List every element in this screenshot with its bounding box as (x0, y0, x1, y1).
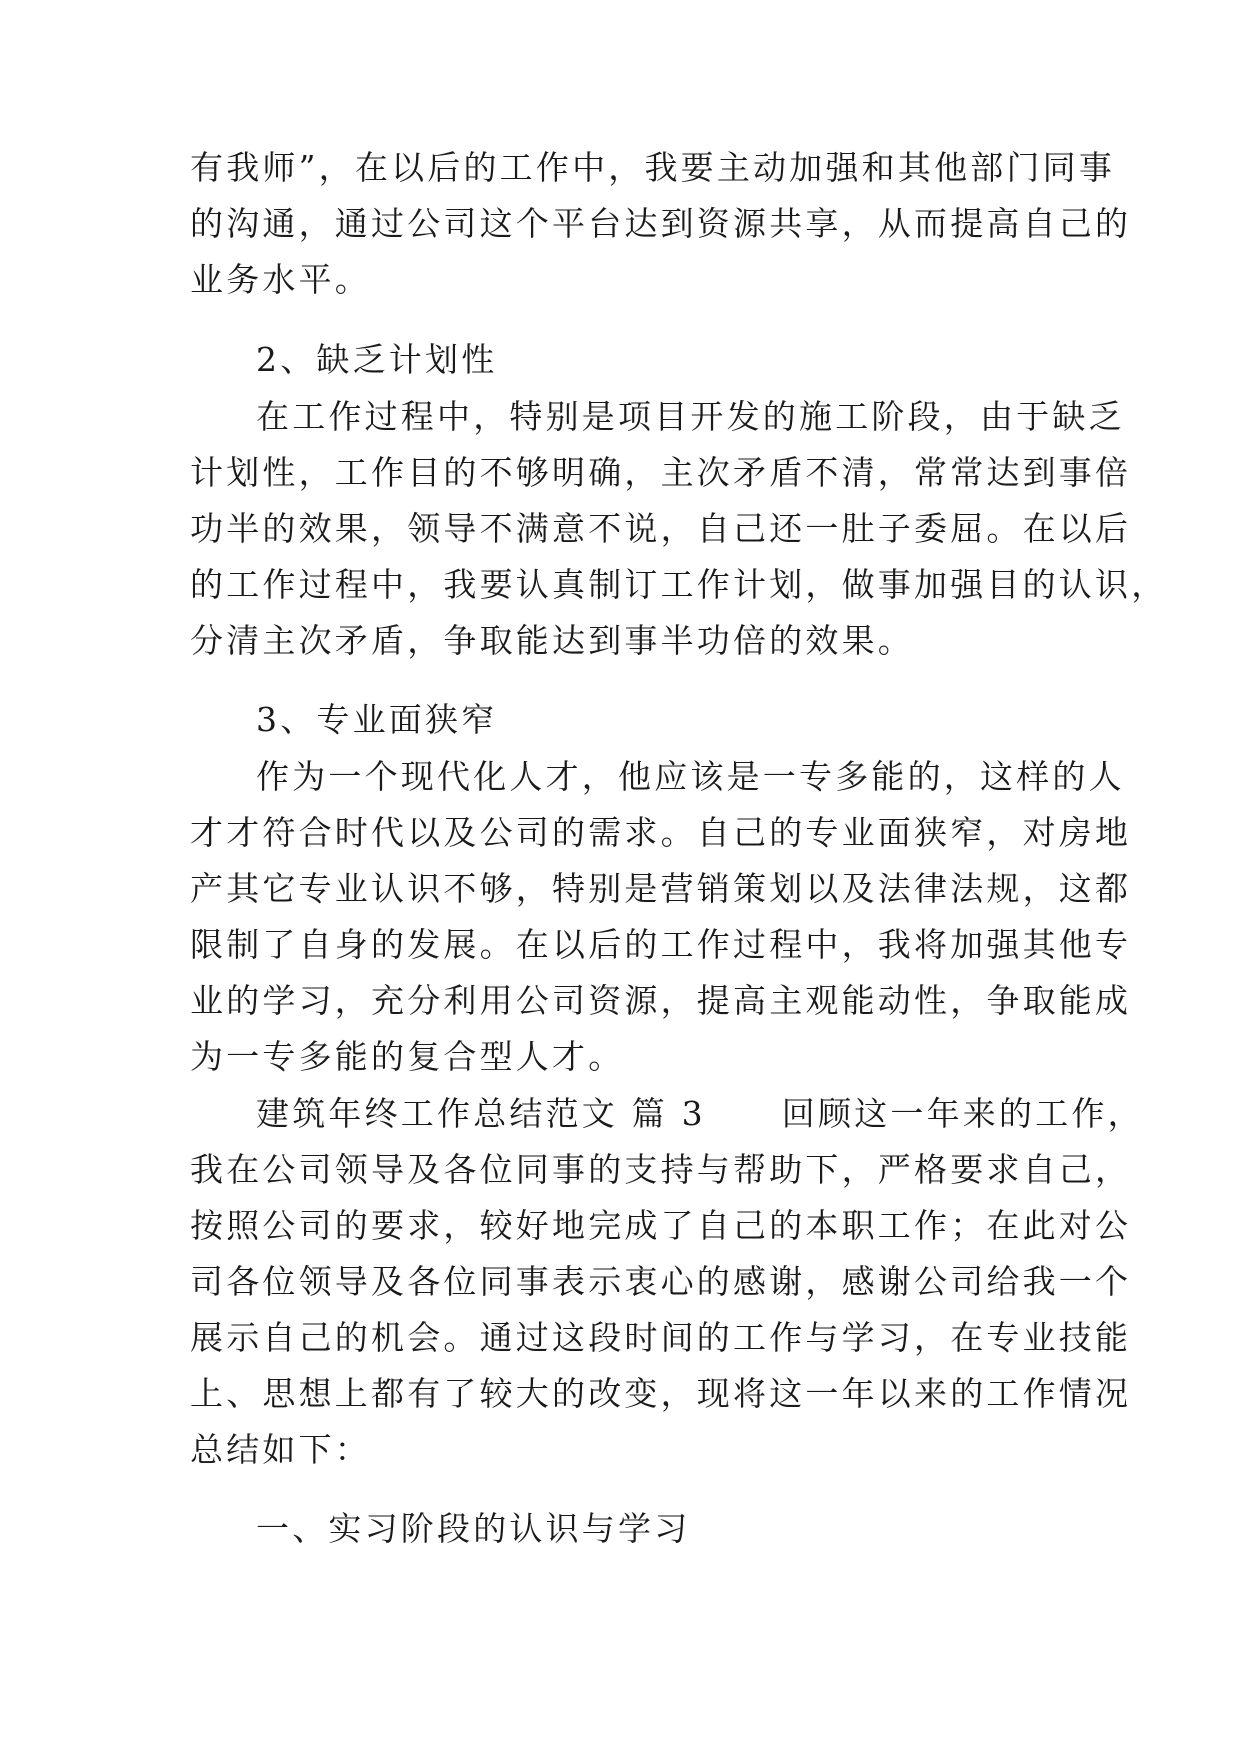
paragraph-line: 我在公司领导及各位同事的支持与帮助下，严格要求自己， (190, 1150, 1132, 1189)
paragraph-line: 业务水平。 (190, 260, 371, 299)
paragraph-line: 才才符合时代以及公司的需求。自己的专业面狭窄，对房地 (190, 813, 1132, 852)
paragraph-line: 限制了自身的发展。在以后的工作过程中，我将加强其他专 (190, 925, 1132, 964)
section-heading: 建筑年终工作总结范文 (256, 1094, 618, 1133)
paragraph-line: 功半的效果，领导不满意不说，自己还一肚子委屈。在以后 (190, 509, 1132, 548)
paragraph-line: 在工作过程中，特别是项目开发的施工阶段，由于缺乏 (256, 397, 1125, 436)
section-heading-line (256, 1094, 1144, 1134)
paragraph-line: 按照公司的要求，较好地完成了自己的本职工作；在此对公 (190, 1206, 1132, 1245)
paragraph-line: 有我师”，在以后的工作中，我要主动加强和其他部门同事 (190, 148, 1116, 187)
paragraph-line: 为一专多能的复合型人才。 (190, 1037, 625, 1076)
paragraph-line: 展示自己的机会。通过这段时间的工作与学习，在专业技能 (190, 1318, 1132, 1357)
section-number: 篇 3 (631, 1094, 706, 1133)
subheading-lack-of-planning: 2、缺乏计划性 (256, 340, 498, 379)
paragraph-line: 作为一个现代化人才，他应该是一专多能的，这样的人 (256, 757, 1125, 796)
paragraph-line: 产其它专业认识不够，特别是营销策划以及法律法规，这都 (190, 869, 1132, 908)
paragraph-line: 总结如下： (190, 1430, 371, 1469)
section-lead: 回顾这一年来的工作， (781, 1094, 1144, 1133)
paragraph-line: 司各位领导及各位同事表示衷心的感谢，感谢公司给我一个 (190, 1262, 1132, 1301)
paragraph-line: 分清主次矛盾，争取能达到事半功倍的效果。 (190, 621, 914, 660)
subheading-narrow-specialty: 3、专业面狭窄 (256, 700, 498, 739)
paragraph-line: 的沟通，通过公司这个平台达到资源共享，从而提高自己的 (190, 204, 1132, 243)
paragraph-line: 计划性，工作目的不够明确，主次矛盾不清，常常达到事倍 (190, 453, 1132, 492)
paragraph-line: 业的学习，充分利用公司资源，提高主观能动性，争取能成 (190, 981, 1132, 1020)
paragraph-line: 的工作过程中，我要认真制订工作计划，做事加强目的认识， (190, 565, 1168, 604)
paragraph-line: 上、思想上都有了较大的改变，现将这一年以来的工作情况 (190, 1374, 1132, 1413)
subheading-internship-stage: 一、实习阶段的认识与学习 (256, 1509, 691, 1548)
